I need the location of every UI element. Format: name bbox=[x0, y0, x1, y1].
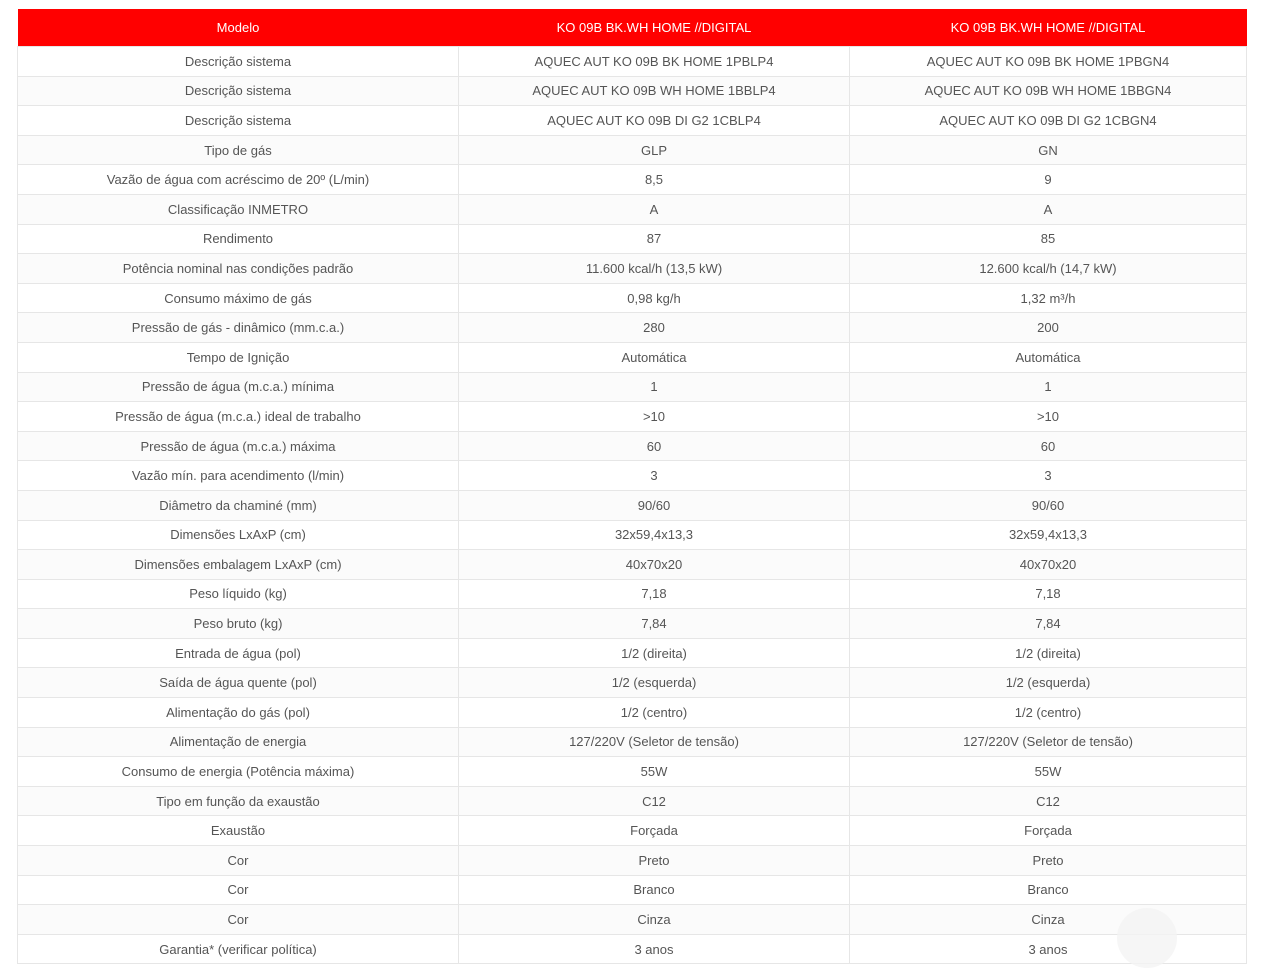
spec-label-cell: Alimentação de energia bbox=[18, 727, 459, 757]
table-row bbox=[18, 579, 1247, 609]
spec-value-glp-cell: 0,98 kg/h bbox=[459, 283, 850, 313]
spec-value-gn-cell: AQUEC AUT KO 09B BK HOME 1PBGN4 bbox=[850, 47, 1247, 77]
spec-value-gn-cell: 3 bbox=[850, 461, 1247, 491]
spec-value-gn-cell: Branco bbox=[850, 875, 1247, 905]
spec-value-glp-cell: 32x59,4x13,3 bbox=[459, 520, 850, 550]
spec-value-glp-cell: GLP bbox=[459, 135, 850, 165]
spec-value-glp-cell: 1/2 (esquerda) bbox=[459, 668, 850, 698]
spec-label-cell: Vazão de água com acréscimo de 20º (L/min) bbox=[18, 165, 459, 195]
spec-label-cell: Tipo em função da exaustão bbox=[18, 786, 459, 816]
spec-value-gn-cell: 200 bbox=[850, 313, 1247, 343]
spec-value-gn-cell: Automática bbox=[850, 342, 1247, 372]
spec-value-glp-cell: A bbox=[459, 194, 850, 224]
spec-label-cell: Classificação INMETRO bbox=[18, 194, 459, 224]
spec-value-glp-cell: 1 bbox=[459, 372, 850, 402]
spec-label-cell: Peso líquido (kg) bbox=[18, 579, 459, 609]
spec-value-gn-cell: 127/220V (Seletor de tensão) bbox=[850, 727, 1247, 757]
table-row bbox=[18, 135, 1247, 165]
header-product-gn: KO 09B BK.WH HOME //DIGITAL bbox=[850, 9, 1247, 47]
spec-label-cell: Saída de água quente (pol) bbox=[18, 668, 459, 698]
spec-value-glp-cell: Automática bbox=[459, 342, 850, 372]
spec-value-glp-cell: Preto bbox=[459, 846, 850, 876]
spec-label-cell: Entrada de água (pol) bbox=[18, 638, 459, 668]
spec-value-glp-cell: Branco bbox=[459, 875, 850, 905]
table-row bbox=[18, 698, 1247, 728]
table-row bbox=[18, 757, 1247, 787]
spec-value-gn-cell: Cinza bbox=[850, 905, 1247, 935]
scroll-indicator bbox=[1117, 908, 1177, 968]
table-row bbox=[18, 786, 1247, 816]
table-row bbox=[18, 313, 1247, 343]
spec-value-glp-cell: 1/2 (centro) bbox=[459, 698, 850, 728]
spec-value-gn-cell: 1 bbox=[850, 372, 1247, 402]
spec-value-glp-cell: 1/2 (direita) bbox=[459, 638, 850, 668]
spec-label-cell: Diâmetro da chaminé (mm) bbox=[18, 490, 459, 520]
table-row bbox=[18, 76, 1247, 106]
spec-label-cell: Peso bruto (kg) bbox=[18, 609, 459, 639]
spec-label-cell: Descrição sistema bbox=[18, 76, 459, 106]
spec-label-cell: Descrição sistema bbox=[18, 106, 459, 136]
spec-value-glp-cell: Forçada bbox=[459, 816, 850, 846]
spec-label-cell: Garantia* (verificar política) bbox=[18, 934, 459, 964]
spec-value-glp-cell: 3 bbox=[459, 461, 850, 491]
spec-label-cell: Descrição sistema bbox=[18, 47, 459, 77]
spec-value-glp-cell: 60 bbox=[459, 431, 850, 461]
header-product-glp: KO 09B BK.WH HOME //DIGITAL bbox=[459, 9, 850, 47]
table-row bbox=[18, 490, 1247, 520]
spec-table bbox=[17, 9, 1247, 964]
spec-label-cell: Pressão de água (m.c.a.) ideal de trabalho bbox=[18, 402, 459, 432]
table-row bbox=[18, 106, 1247, 136]
table-row bbox=[18, 254, 1247, 284]
spec-label-cell: Alimentação do gás (pol) bbox=[18, 698, 459, 728]
spec-value-glp-cell: 280 bbox=[459, 313, 850, 343]
spec-value-glp-cell: AQUEC AUT KO 09B DI G2 1CBLP4 bbox=[459, 106, 850, 136]
spec-label-cell: Pressão de gás - dinâmico (mm.c.a.) bbox=[18, 313, 459, 343]
spec-value-gn-cell: 12.600 kcal/h (14,7 kW) bbox=[850, 254, 1247, 284]
spec-value-gn-cell: >10 bbox=[850, 402, 1247, 432]
spec-table-container bbox=[17, 9, 1246, 964]
spec-label-cell: Consumo máximo de gás bbox=[18, 283, 459, 313]
spec-value-glp-cell: 87 bbox=[459, 224, 850, 254]
spec-label-cell: Rendimento bbox=[18, 224, 459, 254]
spec-value-gn-cell: 1/2 (esquerda) bbox=[850, 668, 1247, 698]
spec-value-gn-cell: Forçada bbox=[850, 816, 1247, 846]
spec-value-glp-cell: 40x70x20 bbox=[459, 550, 850, 580]
spec-value-glp-cell: 90/60 bbox=[459, 490, 850, 520]
spec-value-gn-cell: 1,32 m³/h bbox=[850, 283, 1247, 313]
spec-value-gn-cell: 7,18 bbox=[850, 579, 1247, 609]
spec-value-gn-cell: 3 anos bbox=[850, 934, 1247, 964]
table-row bbox=[18, 431, 1247, 461]
spec-label-cell: Exaustão bbox=[18, 816, 459, 846]
spec-value-gn-cell: 40x70x20 bbox=[850, 550, 1247, 580]
spec-value-gn-cell: 9 bbox=[850, 165, 1247, 195]
spec-value-gn-cell: 60 bbox=[850, 431, 1247, 461]
spec-label-cell: Pressão de água (m.c.a.) mínima bbox=[18, 372, 459, 402]
table-body bbox=[18, 47, 1247, 964]
spec-value-glp-cell: 7,18 bbox=[459, 579, 850, 609]
spec-value-glp-cell: 3 anos bbox=[459, 934, 850, 964]
table-row bbox=[18, 283, 1247, 313]
table-row bbox=[18, 342, 1247, 372]
spec-value-glp-cell: AQUEC AUT KO 09B BK HOME 1PBLP4 bbox=[459, 47, 850, 77]
spec-value-gn-cell: 1/2 (direita) bbox=[850, 638, 1247, 668]
spec-label-cell: Tipo de gás bbox=[18, 135, 459, 165]
spec-value-gn-cell: 90/60 bbox=[850, 490, 1247, 520]
spec-value-gn-cell: C12 bbox=[850, 786, 1247, 816]
table-row bbox=[18, 638, 1247, 668]
table-row bbox=[18, 194, 1247, 224]
table-row bbox=[18, 224, 1247, 254]
table-header bbox=[18, 9, 1247, 47]
spec-label-cell: Vazão mín. para acendimento (l/min) bbox=[18, 461, 459, 491]
spec-value-gn-cell: AQUEC AUT KO 09B DI G2 1CBGN4 bbox=[850, 106, 1247, 136]
header-model: Modelo bbox=[18, 9, 459, 47]
spec-value-glp-cell: 7,84 bbox=[459, 609, 850, 639]
spec-value-glp-cell: 8,5 bbox=[459, 165, 850, 195]
table-row bbox=[18, 875, 1247, 905]
header-row bbox=[18, 9, 1247, 47]
table-row bbox=[18, 934, 1247, 964]
spec-value-glp-cell: 11.600 kcal/h (13,5 kW) bbox=[459, 254, 850, 284]
spec-label-cell: Cor bbox=[18, 846, 459, 876]
spec-value-glp-cell: 55W bbox=[459, 757, 850, 787]
table-row bbox=[18, 846, 1247, 876]
table-row bbox=[18, 461, 1247, 491]
spec-value-glp-cell: >10 bbox=[459, 402, 850, 432]
spec-label-cell: Consumo de energia (Potência máxima) bbox=[18, 757, 459, 787]
spec-value-glp-cell: C12 bbox=[459, 786, 850, 816]
table-row bbox=[18, 47, 1247, 77]
spec-label-cell: Cor bbox=[18, 905, 459, 935]
spec-value-gn-cell: 85 bbox=[850, 224, 1247, 254]
spec-value-gn-cell: 1/2 (centro) bbox=[850, 698, 1247, 728]
spec-value-glp-cell: 127/220V (Seletor de tensão) bbox=[459, 727, 850, 757]
spec-value-gn-cell: GN bbox=[850, 135, 1247, 165]
spec-label-cell: Dimensões LxAxP (cm) bbox=[18, 520, 459, 550]
table-row bbox=[18, 727, 1247, 757]
spec-label-cell: Tempo de Ignição bbox=[18, 342, 459, 372]
table-row bbox=[18, 609, 1247, 639]
table-row bbox=[18, 402, 1247, 432]
spec-value-gn-cell: Preto bbox=[850, 846, 1247, 876]
table-row bbox=[18, 372, 1247, 402]
table-row bbox=[18, 550, 1247, 580]
spec-value-gn-cell: 55W bbox=[850, 757, 1247, 787]
spec-value-glp-cell: Cinza bbox=[459, 905, 850, 935]
table-row bbox=[18, 165, 1247, 195]
spec-label-cell: Potência nominal nas condições padrão bbox=[18, 254, 459, 284]
spec-value-gn-cell: 7,84 bbox=[850, 609, 1247, 639]
table-row bbox=[18, 668, 1247, 698]
spec-value-gn-cell: AQUEC AUT KO 09B WH HOME 1BBGN4 bbox=[850, 76, 1247, 106]
spec-value-gn-cell: A bbox=[850, 194, 1247, 224]
spec-value-glp-cell: AQUEC AUT KO 09B WH HOME 1BBLP4 bbox=[459, 76, 850, 106]
table-row bbox=[18, 905, 1247, 935]
spec-label-cell: Cor bbox=[18, 875, 459, 905]
table-row bbox=[18, 520, 1247, 550]
spec-value-gn-cell: 32x59,4x13,3 bbox=[850, 520, 1247, 550]
table-row bbox=[18, 816, 1247, 846]
spec-label-cell: Pressão de água (m.c.a.) máxima bbox=[18, 431, 459, 461]
spec-label-cell: Dimensões embalagem LxAxP (cm) bbox=[18, 550, 459, 580]
